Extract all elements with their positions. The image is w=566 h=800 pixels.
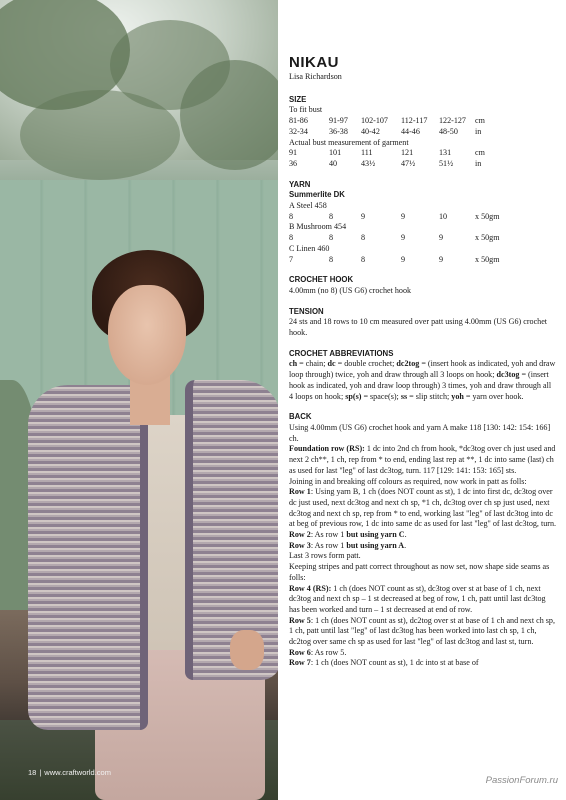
abbr-term: yoh (451, 391, 464, 401)
back-paragraph (289, 658, 557, 669)
yarn-qty-row (289, 212, 500, 223)
yarn-qty-row (289, 233, 500, 244)
size-cell: 36 (289, 158, 298, 168)
size-cell: 101 (329, 148, 342, 158)
abbr-definition: = chain; (297, 359, 328, 369)
back-paragraph (289, 584, 557, 616)
model-photo (0, 0, 278, 800)
page-number: 18 (28, 768, 37, 777)
instruction-text: 1 ch (does NOT count as st), dc3tog over st at base of 1 ch, next dc3tog and next ch sp – 1 st decreased at beg of row, 1 ch, patt until last dc3tog has been worked and turn – 1 st decreased at end of row. (289, 583, 546, 614)
abbr-definition: = double crochet; (335, 359, 397, 369)
yarn-qty-cell: 9 (401, 211, 406, 221)
pattern-text (289, 54, 557, 669)
model-cardigan-right (185, 380, 278, 680)
yarn-qty-unit: x 50gm (475, 254, 500, 264)
instruction-text: Joining in and breaking off colours as required, now work in patt as folls: (289, 476, 527, 486)
instruction-text: Keeping stripes and patt correct throughout as now set, now shape side seams as folls: (289, 562, 550, 582)
size-unit: in (475, 158, 482, 168)
size-cell: 112-117 (401, 116, 428, 126)
size-cell: 102-107 (361, 116, 388, 126)
size-unit: in (475, 126, 482, 136)
yarn-qty-cell: 9 (439, 254, 444, 264)
abbr-term: dc2tog (396, 359, 420, 369)
yarn-qty-cell: 8 (361, 254, 366, 264)
tension-text: 24 sts and 18 rows to 10 cm measured over patt using 4.00mm (US G6) crochet hook. (289, 317, 548, 338)
tension-heading: TENSION (289, 306, 324, 316)
row-label: Row 2 (289, 530, 311, 540)
size-cell: 32-34 (289, 126, 308, 136)
size-cell: 40-42 (361, 126, 380, 136)
back-paragraph (289, 616, 557, 648)
yarn-colour-label: A Steel 458 (289, 201, 327, 211)
size-row-actual-in (289, 159, 485, 170)
back-paragraph (289, 487, 557, 530)
instruction-text: 1 dc into 2nd ch from hook, *dc3tog over ch just used and next 2 ch**, 1 ch, rep from * to end, ending last rep at **, 1 dc into same (last) ch as used for last "leg" of last dc3tog, turn. 117 [129: 141: 153: 165] sts. (289, 444, 556, 475)
size-cell: 91 (289, 148, 298, 158)
size-cell: 40 (329, 158, 338, 168)
size-row-actual-cm (289, 148, 485, 159)
size-cell: 121 (401, 148, 414, 158)
back-paragraph (289, 648, 557, 659)
size-cell: 51½ (439, 158, 454, 168)
yarn-qty-table (289, 233, 500, 244)
size-row-to-fit-in (289, 127, 485, 138)
instruction-text: : 1 ch (does NOT count as st), 1 dc into st at base of (310, 658, 479, 668)
instruction-text: Last 3 rows form patt. (289, 551, 361, 561)
back-instructions (289, 423, 557, 669)
size-row-to-fit-cm (289, 116, 485, 127)
size-unit: cm (475, 148, 485, 158)
pattern-designer: Lisa Richardson (289, 72, 342, 81)
back-paragraph (289, 477, 557, 488)
yarn-qty-cell: 9 (401, 254, 406, 264)
back-paragraph (289, 423, 557, 444)
back-paragraph (289, 551, 557, 562)
row-label: Row 5 (289, 615, 311, 625)
yarn-colour-label: C Linen 460 (289, 243, 330, 253)
pattern-title: NIKAU (289, 54, 339, 71)
instruction-text: : As row 5. (310, 647, 347, 657)
instruction-text: . (404, 530, 407, 540)
size-to-fit-label: To fit bust (289, 105, 323, 115)
photo-foliage (20, 90, 180, 180)
back-paragraph (289, 530, 557, 541)
back-heading: BACK (289, 412, 312, 422)
abbr-term: ss (400, 391, 408, 401)
yarn-name: Summerlite DK (289, 190, 345, 200)
abbr-definition: = yarn over hook. (463, 391, 524, 401)
instruction-text: : As row 1 (310, 530, 347, 540)
size-cell: 122-127 (439, 116, 466, 126)
back-paragraph (289, 444, 557, 476)
size-cell: 131 (439, 148, 452, 158)
yarn-heading: YARN (289, 179, 311, 189)
size-heading: SIZE (289, 94, 307, 104)
instruction-text: : Using yarn B, 1 ch (does NOT count as st), 1 dc into first dc, dc3tog over dc just used, next dc3tog and next ch sp, *1 ch, dc3tog over ch sp just used, next dc3tog and next ch sp, rep from * to end, working last "leg" of last dc3tog into dc at beg of previous row, 1 dc into same dc as used for last "leg" of last dc3tog, turn. (289, 487, 557, 529)
abbr-definition: = slip stitch; (407, 391, 452, 401)
abbreviations-text (289, 359, 557, 402)
row-label: but using yarn A (346, 540, 405, 550)
size-cell: 44-46 (401, 126, 420, 136)
instruction-text: : 1 ch (does NOT count as st), dc2tog over st at base of 1 ch and next ch sp, 1 ch, patt until last "leg" of last dc3tog has been worked into last ch sp, 1 ch, dc2tog over same ch sp as used for last "leg" of last dc3tog and last st, turn. (289, 615, 555, 647)
size-cell: 91-97 (329, 116, 348, 126)
yarn-qty-unit: x 50gm (475, 233, 500, 243)
size-cell: 47½ (401, 158, 416, 168)
yarn-qty-cell: 10 (439, 211, 448, 221)
model-cardigan-left (28, 385, 148, 730)
abbr-term: ch (289, 359, 298, 369)
abbr-term: dc3tog (496, 370, 520, 380)
yarn-qty-cell: 7 (289, 254, 294, 264)
yarn-qty-cell: 8 (289, 211, 294, 221)
abbr-term: dc (327, 359, 336, 369)
yarn-colour-label: B Mushroom 454 (289, 222, 347, 232)
instruction-text: : As row 1 (310, 540, 347, 550)
yarn-qty-cell: 8 (329, 254, 334, 264)
row-label: but using yarn C (346, 530, 405, 540)
row-label: Row 4 (RS): (289, 583, 332, 593)
hook-text: 4.00mm (no 8) (US G6) crochet hook (289, 285, 412, 295)
abbr-term: sp(s) (345, 391, 362, 401)
model-face (108, 285, 186, 385)
hook-heading: CROCHET HOOK (289, 275, 354, 285)
size-unit: cm (475, 116, 485, 126)
watermark: PassionForum.ru (485, 775, 558, 786)
size-cell: 43½ (361, 158, 376, 168)
back-paragraph (289, 562, 557, 583)
yarn-qty-row (289, 255, 500, 266)
abbreviations-heading: CROCHET ABBREVIATIONS (289, 348, 394, 358)
abbr-definition: = (insert hook as indicated, yoh and draw loop through) 3 times, yoh and draw through all 4 loops on hook; (289, 370, 552, 401)
yarn-qty-table (289, 255, 500, 266)
size-cell: 81-86 (289, 116, 308, 126)
yarn-qty-cell: 8 (329, 233, 334, 243)
abbr-definition: = (insert hook as indicated, yoh and draw loop through) twice, yoh and draw through all 3 loops on hook; (289, 359, 556, 380)
size-table (289, 116, 485, 137)
instruction-text: Using 4.00mm (US G6) crochet hook and yarn A make 118 [130: 142: 154: 166] ch. (289, 422, 551, 443)
size-cell: 48-50 (439, 126, 458, 136)
size-actual-label: Actual bust measurement of garment (289, 137, 409, 147)
back-paragraph (289, 541, 557, 552)
yarn-qty-cell: 8 (289, 233, 294, 243)
page-folio: 18 | www.craftworld.com (28, 768, 111, 777)
size-cell: 111 (361, 148, 373, 158)
yarn-qty-cell: 8 (361, 233, 366, 243)
row-label: Row 1 (289, 487, 311, 497)
yarn-qty-cell: 8 (329, 211, 334, 221)
yarn-qty-cell: 9 (401, 233, 406, 243)
size-cell: 36-38 (329, 126, 348, 136)
row-label: Row 7 (289, 658, 311, 668)
yarn-qty-cell: 9 (361, 211, 366, 221)
yarn-qty-unit: x 50gm (475, 211, 500, 221)
row-label: Foundation row (RS): (289, 444, 365, 454)
model-hand (230, 630, 264, 670)
site-link[interactable]: www.craftworld.com (44, 768, 111, 777)
actual-size-table (289, 148, 485, 169)
yarn-qty-cell: 9 (439, 233, 444, 243)
yarn-qty-table (289, 212, 500, 223)
row-label: Row 3 (289, 540, 311, 550)
instruction-text: . (404, 540, 407, 550)
row-label: Row 6 (289, 647, 311, 657)
abbr-definition: = space(s); (361, 391, 401, 401)
